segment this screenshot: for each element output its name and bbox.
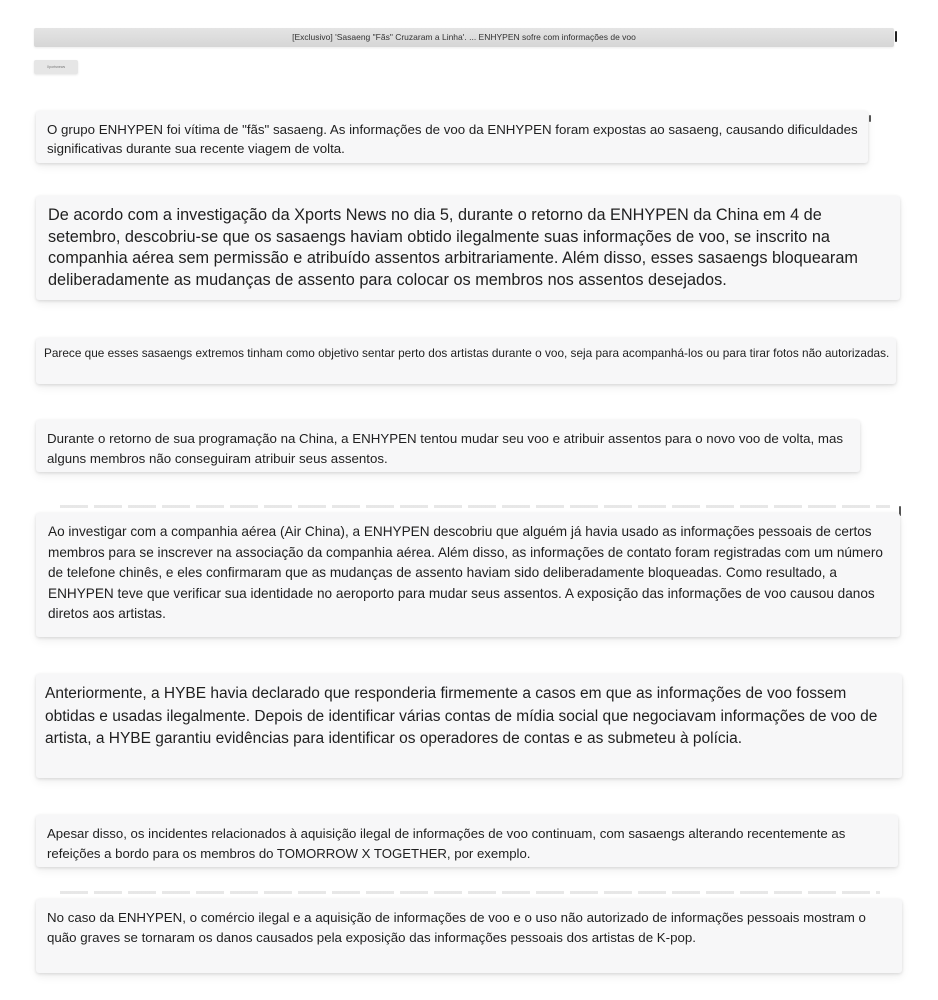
source-tag: Xportsnews [34, 60, 78, 74]
paragraph-text-3: Parece que esses sasaengs extremos tinham como objetivo sentar perto dos artistas durante o voo, seja para acompanhá-los ou para tirar fotos não autorizadas. [44, 346, 890, 360]
paragraph-text-4: Durante o retorno de sua programação na China, a ENHYPEN tentou mudar seu voo e atribuir assentos para o novo voo de volta, mas alguns membros não conseguiram atribuir seus assentos. [47, 431, 844, 466]
faded-text-line [60, 891, 880, 894]
paragraph-card-6 [36, 674, 902, 778]
paragraph-card-8 [36, 899, 902, 973]
article-title: [Exclusivo] 'Sasaeng "Fãs" Cruzaram a Linha'. ... ENHYPEN sofre com informações de voo [292, 32, 636, 42]
paragraph-card-1 [36, 111, 868, 163]
edge-mark [869, 115, 871, 122]
scroll-marker [895, 31, 897, 42]
paragraph-card-2 [36, 196, 900, 300]
paragraph-card-7 [36, 815, 898, 867]
paragraph-text-6: Anteriormente, a HYBE havia declarado que responderia firmemente a casos em que as informações de voo fossem obtidas e usadas ilegalmente. Depois de identificar várias contas de mídia social que negociavam informações de voo de artista, a HYBE garantiu evidências para identificar os operadores de contas e as submeteu à polícia. [45, 685, 878, 747]
paragraph-card-4 [36, 420, 860, 472]
paragraph-text-1: O grupo ENHYPEN foi vítima de "fãs" sasaeng. As informações de voo da ENHYPEN foram expostas ao sasaeng, causando dificuldades significativas durante sua recente viagem de volta. [47, 122, 858, 156]
article-title-bar [34, 28, 894, 47]
paragraph-text-5: Ao investigar com a companhia aérea (Air China), a ENHYPEN descobriu que alguém já havia usado as informações pessoais de certos membros para se inscrever na associação da companhia aérea. Além disso, as informações de contato foram registradas com um número de telefone chinês, e eles confirmaram que as mudanças de assento haviam sido deliberadamente bloqueadas. Como resultado, a ENHYPEN teve que verificar sua identidade no aeroporto para mudar seus assentos. A exposição das informações de voo causou danos diretos aos artistas. [48, 524, 883, 622]
paragraph-text-7: Apesar disso, os incidentes relacionados à aquisição ilegal de informações de voo continuam, com sasaengs alterando recentemente as refeições a bordo para os membros do TOMORROW X TOGETHER, por exemplo. [47, 826, 846, 861]
paragraph-card-3 [36, 338, 896, 384]
paragraph-card-5 [36, 513, 900, 637]
faded-text-line [60, 505, 890, 508]
paragraph-text-2: De acordo com a investigação da Xports News no dia 5, durante o retorno da ENHYPEN da China em 4 de setembro, descobriu-se que os sasaengs haviam obtido ilegalmente suas informações de voo, se inscrito na companhia aérea sem permissão e atribuído assentos arbitrariamente. Além disso, esses sasaengs bloquearam deliberadamente as mudanças de assento para colocar os membros nos assentos desejados. [48, 206, 858, 289]
paragraph-text-8: No caso da ENHYPEN, o comércio ilegal e a aquisição de informações de voo e o uso não autorizado de informações pessoais mostram o quão graves se tornaram os danos causados pela exposição das informações pessoais dos artistas de K-pop. [47, 910, 866, 945]
